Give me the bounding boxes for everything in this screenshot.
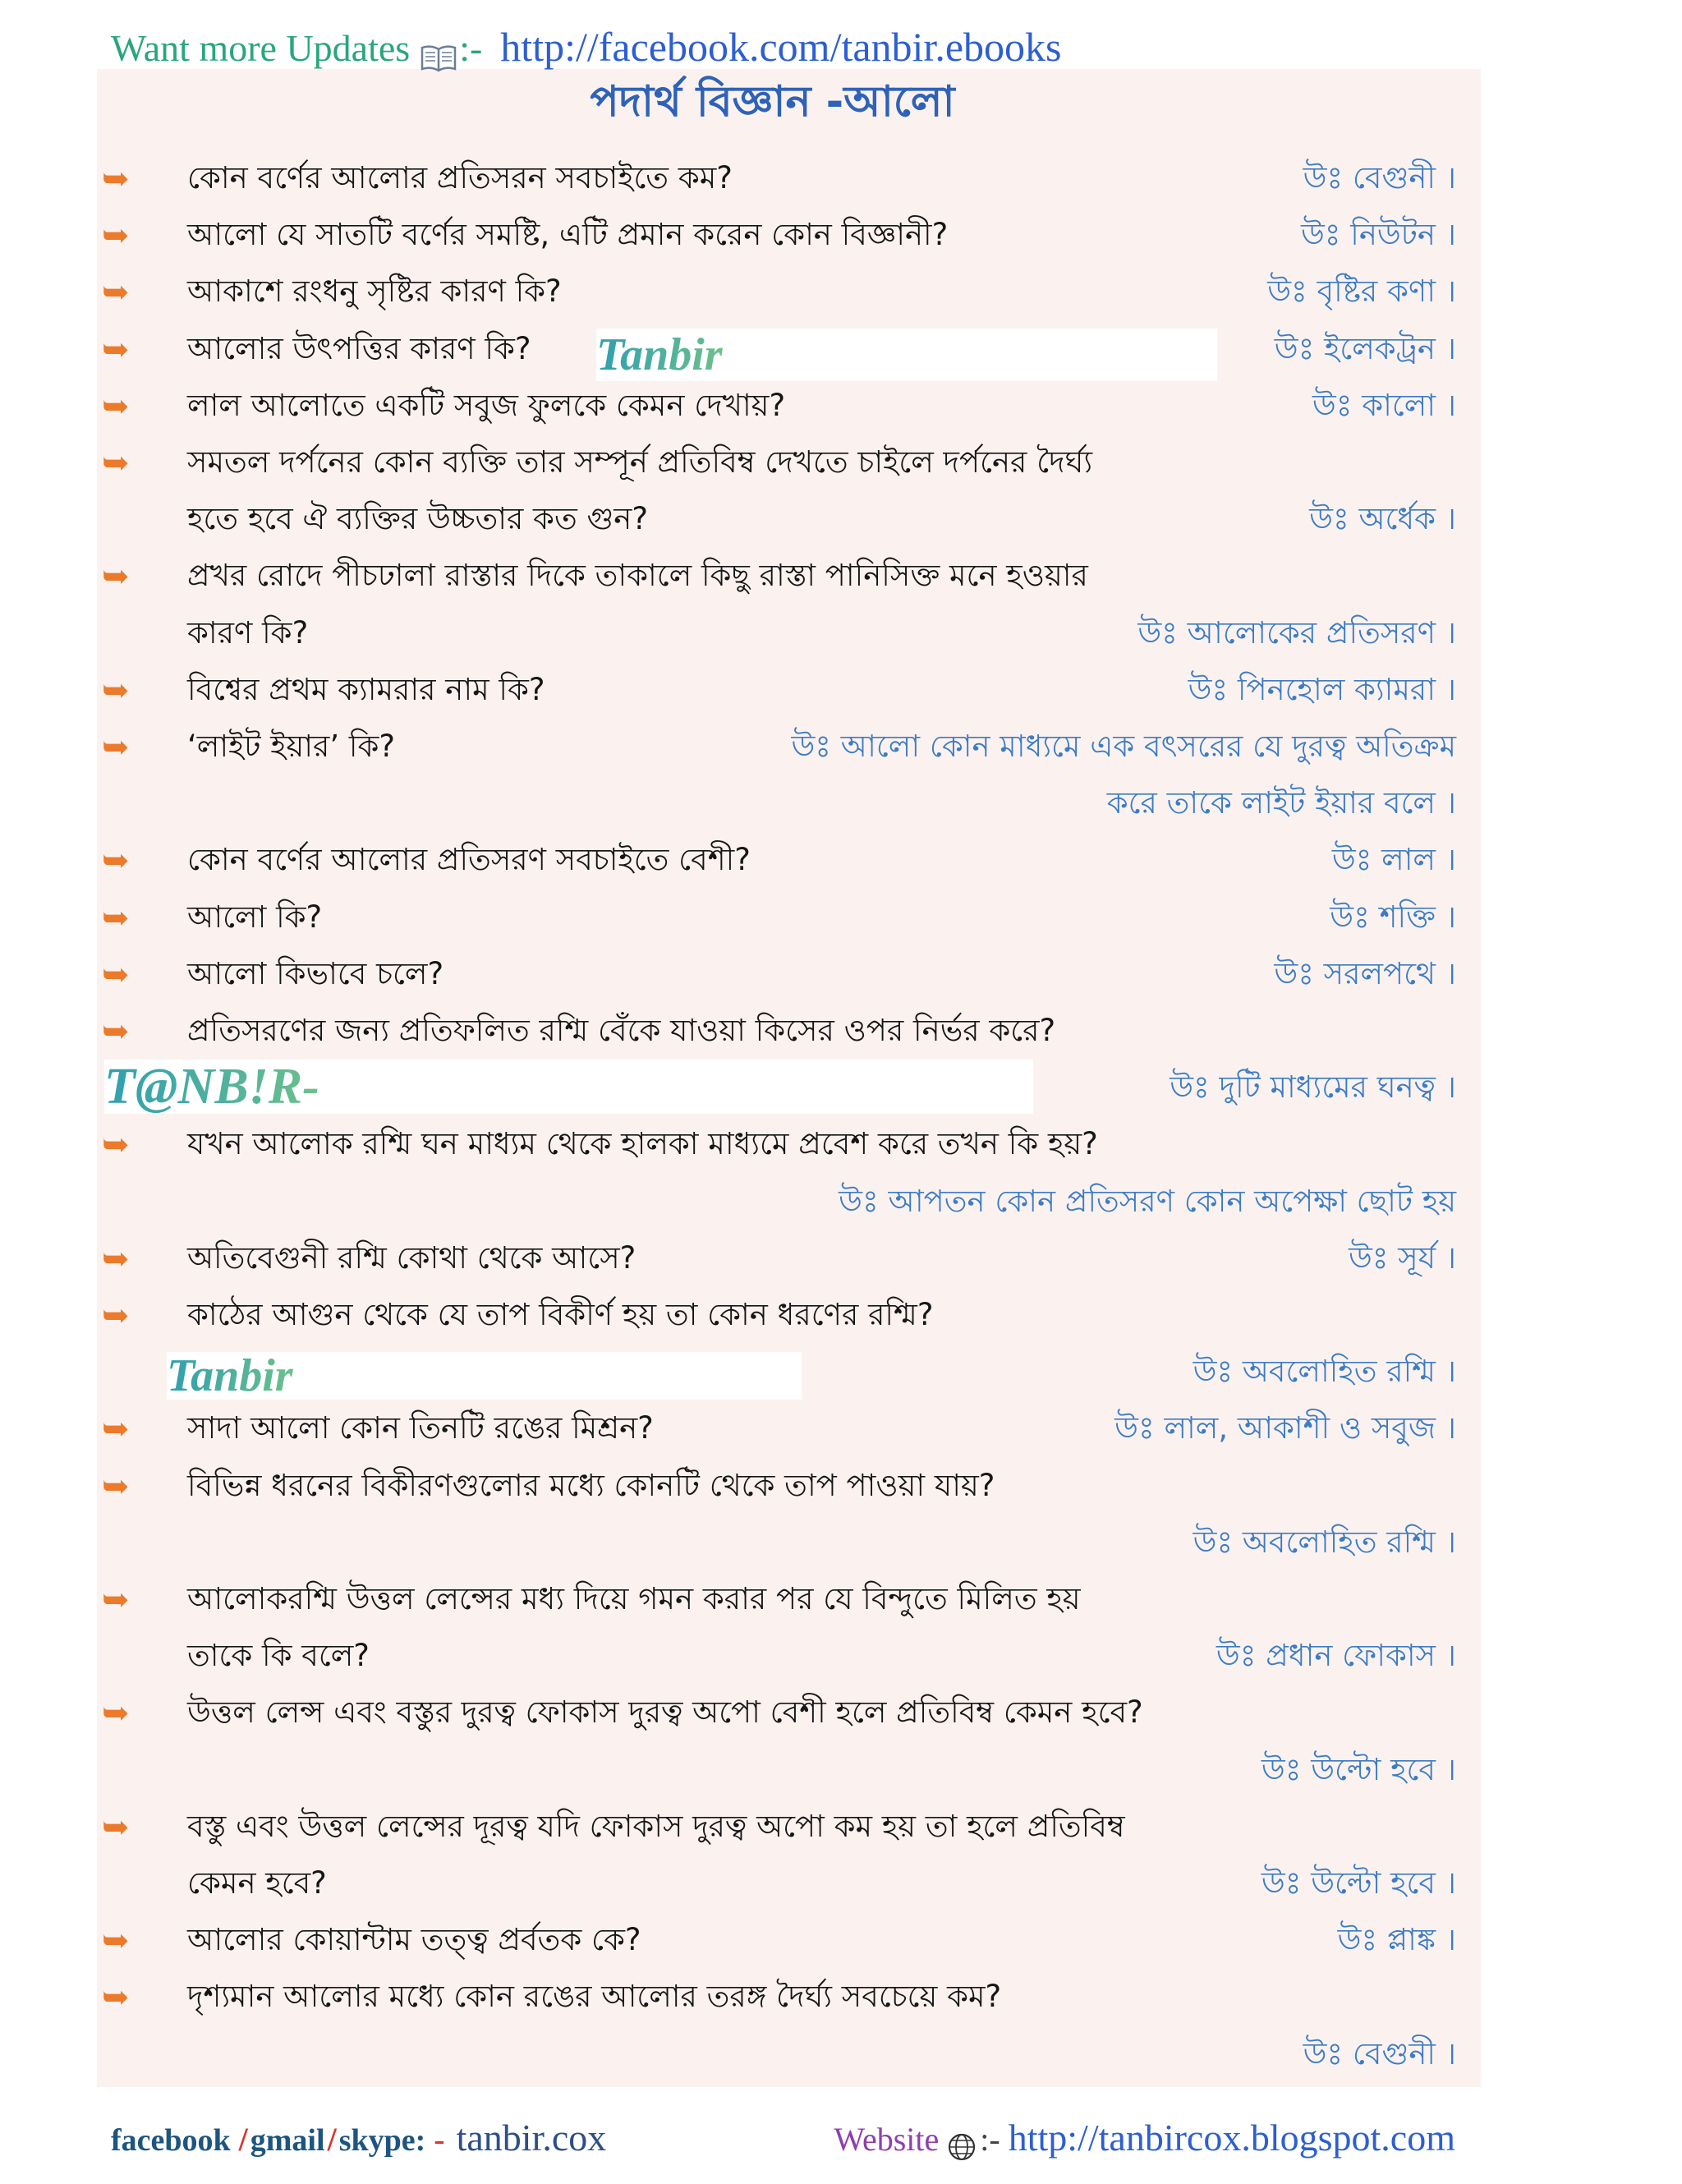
qa-row	[97, 547, 1481, 604]
qa-row	[97, 1570, 1481, 1627]
watermark-text: T@NB!R-	[104, 1060, 319, 1114]
footer-dash: -	[434, 2121, 445, 2158]
arrow-icon	[102, 663, 148, 718]
arrow-icon	[102, 1970, 148, 2025]
qa-row	[97, 1457, 1481, 1514]
arrow-icon	[102, 1401, 148, 1456]
qa-row	[97, 831, 1481, 888]
arrow-icon	[102, 379, 148, 434]
qa-row	[97, 320, 1481, 377]
qa-row	[97, 1286, 1481, 1343]
website-label: Website	[834, 2121, 940, 2158]
answer-text: উঃ সূর্য ।	[1348, 1239, 1456, 1276]
qa-row	[97, 1002, 1481, 1059]
answer-text: উঃ উল্টো হবে ।	[1261, 1865, 1456, 1901]
qa-row-continuation	[97, 1627, 1481, 1684]
question-text: আলো কিভাবে চলে?	[187, 955, 444, 991]
question-text: বিভিন্ন ধরনের বিকীরণগুলোর মধ্যে কোনটি থেকে তাপ পাওয়া যায়?	[187, 1467, 995, 1503]
qa-row	[97, 1684, 1481, 1740]
qa-row	[97, 1798, 1481, 1855]
arrow-icon	[102, 151, 148, 206]
question-text: আলো কি?	[187, 899, 323, 935]
question-text: আকাশে রংধনু সৃষ্টির কারণ কি?	[187, 274, 562, 310]
updates-label: Want more Updates	[111, 27, 411, 69]
qa-row	[97, 1911, 1481, 1968]
qa-row	[97, 945, 1481, 1002]
question-text: কোন বর্ণের আলোর প্রতিসরন সবচাইতে কম?	[187, 160, 733, 195]
arrow-icon	[102, 1913, 148, 1968]
question-text: কোন বর্ণের আলোর প্রতিসরণ সবচাইতে বেশী?	[187, 842, 751, 878]
answer-text: উঃ আলোকের প্রতিসরণ ।	[1137, 614, 1456, 651]
question-text: কারণ কি?	[187, 614, 309, 651]
answer-text: উঃ ইলেকট্রন ।	[1274, 330, 1456, 366]
footer-slash: /	[327, 2121, 337, 2158]
arrow-icon	[102, 264, 148, 320]
qa-row-continuation	[97, 490, 1481, 547]
question-text: কাঠের আগুন থেকে যে তাপ বিকীর্ণ হয় তা কোন ধরণের রশ্মি?	[187, 1297, 934, 1332]
question-text: সমতল দর্পনের কোন ব্যক্তি তার সম্পূর্ন প্রতিবিম্ব দেখতে চাইলে দর্পনের দৈর্ঘ্য	[187, 444, 1093, 480]
question-text: বস্তু এবং উত্তল লেন্সের দূরত্ব যদি ফোকাস দুরত্ব অপো কম হয় তা হলে প্রতিবিম্ব	[187, 1808, 1125, 1844]
answer-text: উঃ সরলপথে ।	[1274, 955, 1456, 991]
qa-row	[97, 1400, 1481, 1456]
qa-row-continuation	[97, 2025, 1481, 2082]
answer-text: উঃ আপতন কোন প্রতিসরণ কোন অপেক্ষা ছোট হয়	[839, 1183, 1456, 1219]
qa-row-continuation	[97, 1741, 1481, 1798]
qa-row	[97, 206, 1481, 263]
question-text: হতে হবে ঐ ব্যক্তির উচ্চতার কত গুন?	[187, 501, 649, 537]
answer-text: উঃ অর্ধেক ।	[1309, 501, 1456, 537]
arrow-icon	[102, 549, 148, 604]
qa-row	[97, 1115, 1481, 1172]
footer-slash: /	[238, 2121, 248, 2158]
question-text: প্রতিসরণের জন্য প্রতিফলিত রশ্মি বেঁকে যাওয়া কিসের ওপর নির্ভর করে?	[187, 1013, 1056, 1048]
question-text: আলোর উৎপত্তির কারণ কি?	[187, 330, 531, 366]
arrow-icon	[102, 322, 148, 377]
answer-text: উঃ অবলোহিত রশ্মি ।	[1193, 1354, 1456, 1390]
arrow-icon	[102, 1117, 148, 1172]
question-text: আলোর কোয়ান্টাম তত্ত্ব প্রর্বতক কে?	[187, 1922, 641, 1958]
answer-text: উঃ বেগুনী ।	[1303, 160, 1456, 195]
question-text: উত্তল লেন্স এবং বস্তুর দুরত্ব ফোকাস দুরত্ব অপো বেশী হলে প্রতিবিম্ব কেমন হবে?	[187, 1694, 1143, 1731]
website-separator: :-	[980, 2121, 1000, 2158]
footer-contact	[111, 2113, 606, 2163]
footer-facebook-label: facebook	[111, 2123, 231, 2158]
answer-text: উঃ শক্তি ।	[1330, 899, 1456, 935]
footer-skype-label: skype:	[338, 2123, 426, 2158]
arrow-icon	[102, 890, 148, 945]
website-link[interactable]: http://tanbircox.blogspot.com	[1008, 2117, 1455, 2159]
qa-row	[97, 1968, 1481, 2025]
globe-icon	[947, 2132, 977, 2162]
book-icon	[420, 41, 457, 74]
answer-text: উঃ পিনহোল ক্যামরা ।	[1188, 671, 1456, 707]
answer-text: উঃ নিউটন ।	[1300, 217, 1456, 253]
answer-text: উঃ উল্টো হবে ।	[1261, 1751, 1456, 1787]
question-text: কেমন হবে?	[187, 1865, 327, 1901]
arrow-icon	[102, 1231, 148, 1286]
question-text: আলো যে সাতটি বর্ণের সমষ্টি, এটি প্রমান করেন কোন বিজ্ঞানী?	[187, 217, 949, 253]
question-text: তাকে কি বলে?	[187, 1638, 370, 1674]
qa-row-continuation	[97, 775, 1481, 831]
answer-text: উঃ আলো কোন মাধ্যমে এক বৎসরের যে দুরত্ব অতিক্রম	[791, 729, 1456, 764]
qa-row	[97, 1230, 1481, 1286]
arrow-icon	[102, 833, 148, 888]
answer-text: উঃ প্রধান ফোকাস ।	[1216, 1638, 1456, 1674]
qa-row-continuation	[97, 1343, 1481, 1400]
qa-row	[97, 377, 1481, 434]
arrow-icon	[102, 1685, 148, 1740]
question-text: অতিবেগুনী রশ্মি কোথা থেকে আসে?	[187, 1239, 636, 1276]
footer-gmail-label: gmail	[250, 2123, 325, 2158]
header-separator: :-	[459, 27, 483, 69]
question-text: দৃশ্যমান আলোর মধ্যে কোন রঙের আলোর তরঙ্গ দৈর্ঘ্য সবচেয়ে কম?	[187, 1979, 1002, 2015]
question-text: যখন আলোক রশ্মি ঘন মাধ্যম থেকে হালকা মাধ্যমে প্রবেশ করে তখন কি হয়?	[187, 1126, 1098, 1162]
facebook-link[interactable]: http://facebook.com/tanbir.ebooks	[500, 24, 1062, 70]
answer-text: উঃ দুটি মাধ্যমের ঘনত্ব ।	[1170, 1069, 1456, 1106]
arrow-icon	[102, 947, 148, 1002]
arrow-icon	[102, 208, 148, 263]
answer-text: উঃ প্লাঙ্ক ।	[1337, 1922, 1456, 1958]
qa-row	[97, 661, 1481, 718]
qa-row-continuation	[97, 1514, 1481, 1570]
answer-text: উঃ লাল ।	[1331, 842, 1456, 878]
arrow-icon	[102, 1004, 148, 1059]
question-text: প্রখর রোদে পীচঢালা রাস্তার দিকে তাকালে কিছু রাস্তা পানিসিক্ত মনে হওয়ার	[187, 558, 1088, 594]
arrow-icon	[102, 1288, 148, 1343]
page-title: পদার্থ বিজ্ঞান -আলো	[590, 77, 955, 126]
qa-row	[97, 263, 1481, 320]
qa-row	[97, 434, 1481, 490]
qa-row	[97, 889, 1481, 945]
arrow-icon	[102, 1800, 148, 1855]
qa-row	[97, 718, 1481, 775]
arrow-icon	[102, 720, 148, 775]
qa-row	[97, 149, 1481, 206]
question-text: লাল আলোতে একটি সবুজ ফুলকে কেমন দেখায়?	[187, 387, 786, 423]
header-bar	[111, 21, 1061, 72]
answer-text: উঃ লাল, আকাশী ও সবুজ ।	[1114, 1410, 1456, 1446]
answer-text: উঃ কালো ।	[1312, 387, 1456, 423]
qa-row-continuation	[97, 1059, 1481, 1115]
answer-text: করে তাকে লাইট ইয়ার বলে ।	[1106, 785, 1456, 821]
answer-text: উঃ বেগুনী ।	[1303, 2035, 1456, 2071]
answer-text: উঃ অবলোহিত রশ্মি ।	[1193, 1524, 1456, 1560]
qa-row-continuation	[97, 1855, 1481, 1911]
question-text: সাদা আলো কোন তিনটি রঙের মিশ্রন?	[187, 1410, 654, 1446]
watermark-text: Tanbir	[596, 329, 723, 380]
footer-website	[834, 2113, 1455, 2163]
answer-text: উঃ বৃষ্টির কণা ।	[1267, 274, 1456, 310]
qa-row-continuation	[97, 1173, 1481, 1230]
question-text: ‘লাইট ইয়ার’ কি?	[187, 729, 395, 764]
arrow-icon	[102, 1572, 148, 1627]
watermark-text: Tanbir	[167, 1352, 293, 1400]
arrow-icon	[102, 435, 148, 490]
footer-handle: tanbir.cox	[456, 2117, 607, 2159]
question-text: আলোকরশ্মি উত্তল লেন্সের মধ্য দিয়ে গমন করার পর যে বিন্দুতে মিলিত হয়	[187, 1581, 1081, 1616]
question-text: বিশ্বের প্রথম ক্যামরার নাম কি?	[187, 671, 545, 707]
qa-row-continuation	[97, 605, 1481, 661]
arrow-icon	[102, 1459, 148, 1514]
